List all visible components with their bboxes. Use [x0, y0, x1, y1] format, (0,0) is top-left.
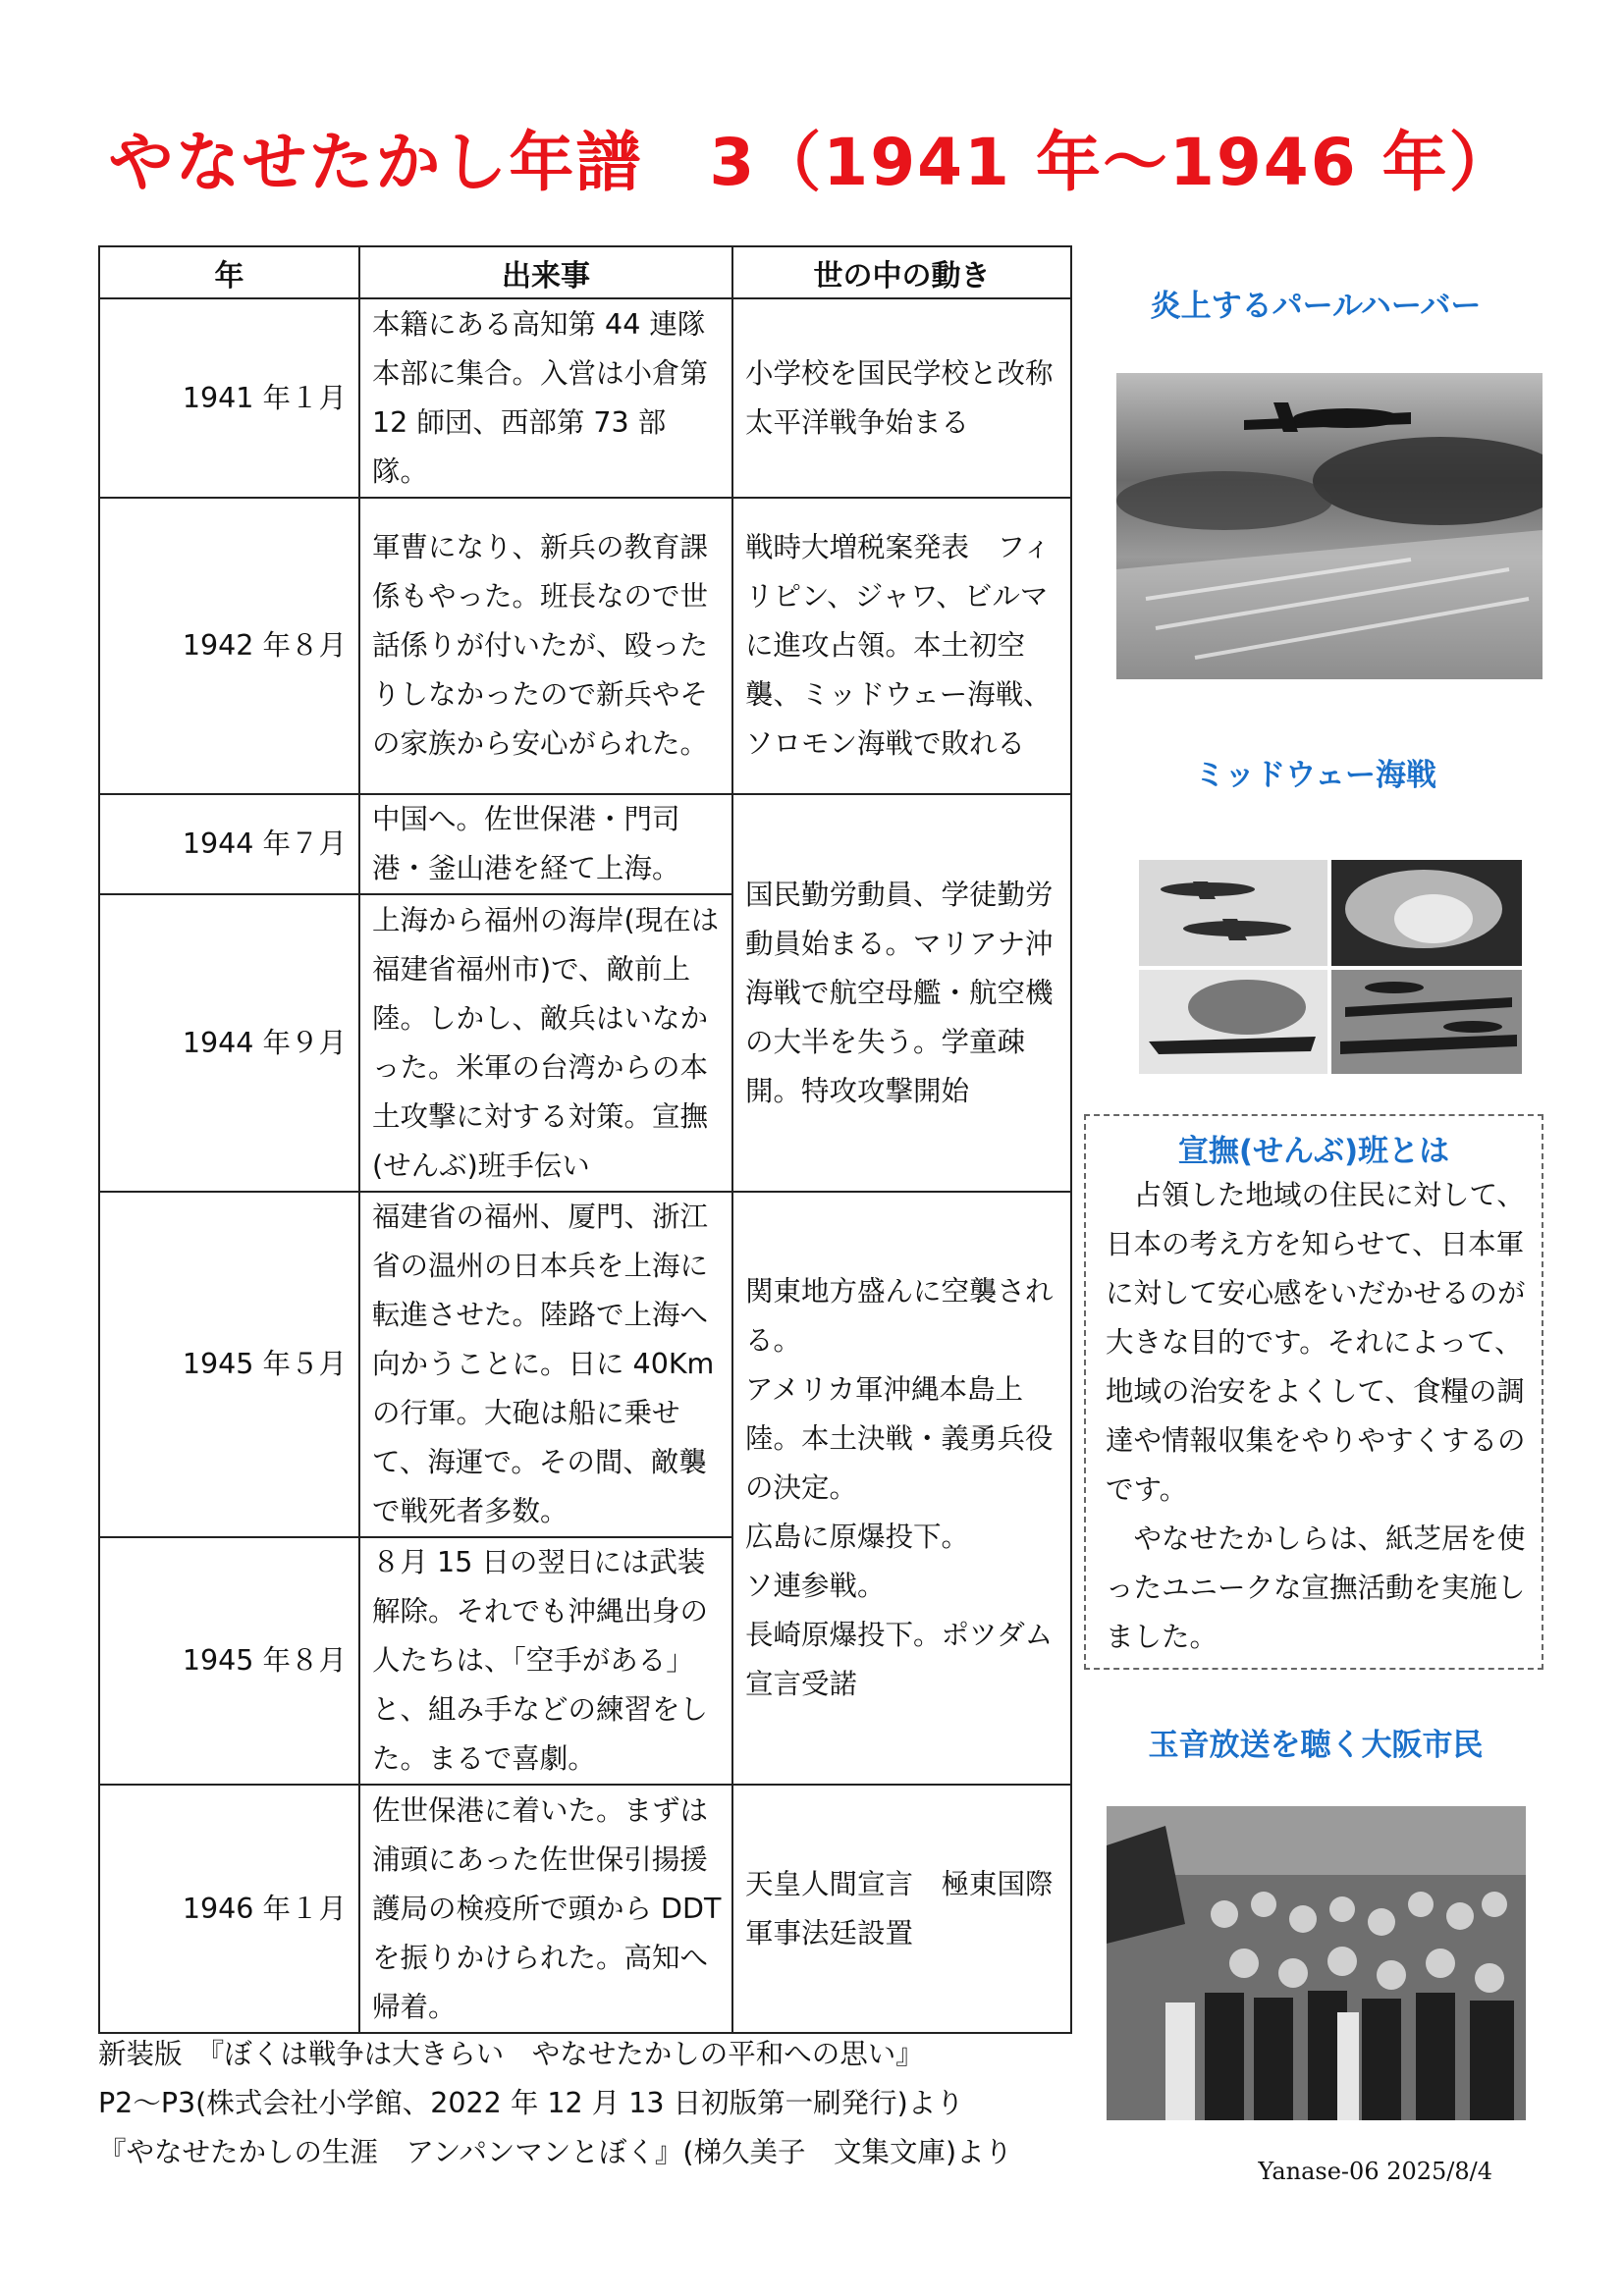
row-event: 中国へ。佐世保港・門司港・釜山港を経て上海。 — [359, 794, 732, 894]
midway-photo-collage — [1139, 860, 1522, 1074]
info-box-body — [1106, 1171, 1530, 1662]
midway-caption: ミッドウェー海戦 — [1194, 758, 1437, 793]
source-line: 『やなせたかしの生涯 アンパンマンとぼく』(梯久美子 文集文庫)より — [98, 2136, 1013, 2168]
row-year: 1944 年７月 — [99, 794, 359, 894]
row-world: 戦時大増税案発表 フィリピン、ジャワ、ビルマに進攻占領。本土初空襲、ミッドウェー海戦、ソロモン海戦で敗れる — [732, 498, 1071, 794]
table-row — [99, 1192, 1071, 1537]
row-event: 佐世保港に着いた。まずは浦頭にあった佐世保引揚援護局の検疫所で頭から DDT を振りかけられた。高知へ帰着。 — [359, 1785, 732, 2033]
table-row — [99, 1785, 1071, 2033]
info-box-title: 宣撫(せんぶ)班とは — [1177, 1134, 1450, 1169]
row-event: ８月 15 日の翌日には武装解除。それでも沖縄出身の人たちは、「空手がある」と、組み手などの練習をした。まるで喜劇。 — [359, 1537, 732, 1785]
row-year: 1945 年８月 — [99, 1537, 359, 1785]
table-row — [99, 794, 1071, 894]
senbu-info-box — [1084, 1114, 1543, 1670]
row-year: 1946 年１月 — [99, 1785, 359, 2033]
table-row — [99, 498, 1071, 794]
row-world: 関東地方盛んに空襲される。 アメリカ軍沖縄本島上陸。本土決戦・義勇兵役の決定。 広島に原爆投下。 ソ連参戦。 長崎原爆投下。ポツダム宣言受諾 — [732, 1192, 1071, 1785]
row-year: 1945 年５月 — [99, 1192, 359, 1537]
pearl-harbor-photo — [1116, 373, 1543, 679]
document-id-date: Yanase-06 2025/8/4 — [1258, 2158, 1492, 2185]
row-event: 福建省の福州、厦門、浙江省の温州の日本兵を上海に転進させた。陸路で上海へ向かうことに。日に 40Km の行軍。大砲は船に乗せて、海運で。その間、敵襲で戦死者多数。 — [359, 1192, 732, 1537]
osaka-caption: 玉音放送を聴く大阪市民 — [1148, 1728, 1484, 1763]
row-world: 小学校を国民学校と改称 太平洋戦争始まる — [732, 298, 1071, 498]
chronology-table — [98, 245, 1082, 2034]
row-year: 1942 年８月 — [99, 498, 359, 794]
pearl-harbor-caption: 炎上するパールハーバー — [1150, 289, 1482, 324]
header-world: 世の中の動き — [732, 246, 1071, 298]
row-world: 天皇人間宣言 極東国際軍事法廷設置 — [732, 1785, 1071, 2033]
row-year: 1944 年９月 — [99, 894, 359, 1192]
info-paragraph: 占領した地域の住民に対して、日本の考え方を知らせて、日本軍に対して安心感をいだかせるのが大きな目的です。それによって、地域の治安をよくして、食糧の調達や情報収集をやりやすくするのです。 — [1106, 1179, 1526, 1506]
row-year: 1941 年１月 — [99, 298, 359, 498]
info-paragraph: やなせたかしらは、紙芝居を使ったユニークな宣撫活動を実施しました。 — [1106, 1522, 1526, 1653]
row-event: 軍曹になり、新兵の教育課係もやった。班長なので世話係りが付いたが、殴ったりしなかったので新兵やその家族から安心がられた。 — [359, 498, 732, 794]
table-header-row — [99, 246, 1071, 298]
source-line: P2～P3(株式会社小学館、2022 年 12 月 13 日初版第一刷発行)より — [98, 2087, 964, 2119]
row-event: 本籍にある高知第 44 連隊本部に集合。入営は小倉第 12 師団、西部第 73 部隊。 — [359, 298, 732, 498]
table-row — [99, 298, 1071, 498]
header-year: 年 — [99, 246, 359, 298]
osaka-citizens-photo — [1107, 1806, 1526, 2120]
header-event: 出来事 — [359, 246, 732, 298]
page-title: やなせたかし年譜 3（1941 年～1946 年） — [108, 125, 1516, 200]
row-world: 国民勤労動員、学徒勤労動員始まる。マリアナ沖海戦で航空母艦・航空機の大半を失う。学童疎開。特攻攻撃開始 — [732, 794, 1071, 1192]
row-event: 上海から福州の海岸(現在は福建省福州市)で、敵前上陸。しかし、敵兵はいなかった。米軍の台湾からの本土攻撃に対する対策。宣撫(せんぶ)班手伝い — [359, 894, 732, 1192]
source-line: 新装版 『ぼくは戦争は大きらい やなせたかしの平和への思い』 — [98, 2038, 924, 2070]
